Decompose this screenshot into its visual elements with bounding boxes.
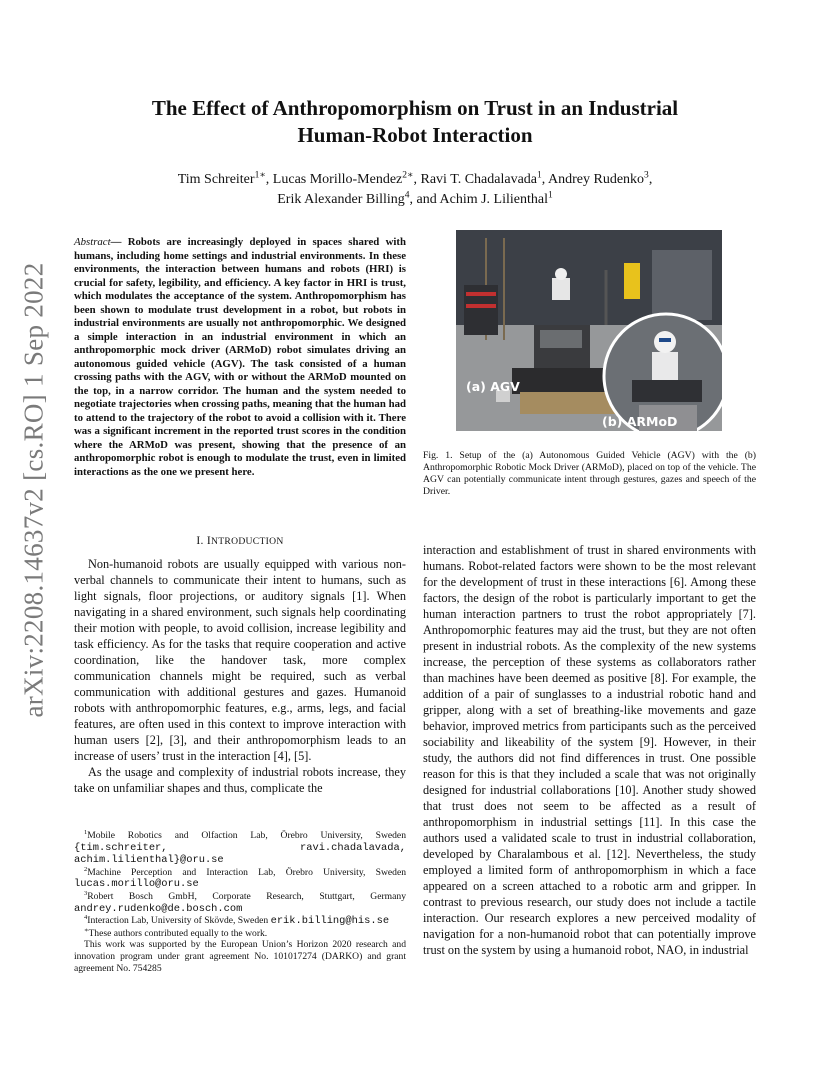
author-name: Lucas Morillo-Mendez	[272, 172, 403, 187]
figure-caption: Fig. 1. Setup of the (a) Autonomous Guided Vehicle (AGV) with the (b) Anthropomorphic Robotic Mock Driver (ARMoD), placed on top of the vehicle. The AGV can potentially communicate intent through gestures, gazes and speech of the Driver.	[423, 450, 756, 497]
author-affiliation: 2∗	[402, 170, 414, 181]
author-name: Ravi T. Chadalavada	[420, 172, 537, 187]
footnote-email: {tim.schreiter, ravi.chadalavada, achim.lilienthal}@oru.se	[74, 841, 406, 867]
paragraph: Non-humanoid robots are usually equipped with various non-verbal channels to communicate their intent to humans, such as light signals, floor projections, or auditory signals [1]. When navigating in a shared environment, such signals help coordinating their motion with people, to avoid collision, increase legibility and task efficiency. As for the tasks that require cooperation and active coordination, like the handover task, more complex communication channels might be required, such as verbal communication with additional gestures and gazes. Humanoid robots with anthropomorphic features, e.g., arms, legs, and facial features, are often used in this context to improve interaction with human users [2], [3], and their anthropomorphism leads to an increase of users’ trust in the interaction [4], [5].	[74, 557, 406, 763]
footnote	[74, 928, 406, 940]
arxiv-identifier: arXiv:2208.14637v2 [cs.RO] 1 Sep 2022	[18, 262, 49, 718]
author-affiliation: 4	[404, 190, 410, 201]
title-line-2: Human-Robot Interaction	[297, 123, 533, 147]
paper-title	[90, 95, 740, 149]
footnote-email: erik.billing@his.se	[270, 915, 390, 928]
footnote-email: lucas.morillo@oru.se	[74, 878, 199, 891]
author-conjunction: and	[416, 192, 437, 207]
left-column-body	[74, 556, 406, 796]
funding-note: This work was supported by the European Union’s Horizon 2020 research and innovation program under grant agreement No. 101017274 (DARKO) and grant agreement No. 754285	[74, 939, 406, 974]
footnote-text: Machine Perception and Interaction Lab, Örebro University, Sweden	[87, 866, 406, 878]
footnote-text: These authors contributed equally to the work.	[88, 927, 268, 939]
footnote-email: andrey.rudenko@de.bosch.com	[74, 902, 243, 915]
abstract-text: — Robots are increasingly deployed in spaces shared with humans, including home settings and industrial environments. In these environments, the interaction between humans and robots (HRI) is crucial for safety, legibility, and efficiency. A key factor in HRI is trust, which modulates the acceptance of the system. Anthropomorphism has been shown to modulate trust development in a robot, but robots in industrial environments are usually not anthropomorphic. We designed a simple interaction in an industrial environment in which an anthropomorphic mock driver (ARMoD) robot simulates driving an autonomous guided vehicle (AGV). The task consisted of a human crossing paths with the AGV, with or without the ARMoD mounted on the top, in a narrow corridor. The human and the system needed to negotiate trajectories when crossing paths, meaning that the human had to attend to the trajectory of the robot to avoid a collision with it. There was a significant increment in the reported trust scores in the condition where the ARMoD was present, showing that the presence of an anthropomorphic robot is enough to modulate the trust, even in limited interactions as the one we present here.	[74, 236, 406, 478]
paragraph: As the usage and complexity of industrial robots increase, they take on unfamiliar shapes and thus, complicate the	[74, 765, 406, 795]
footnote-marker: 4	[84, 913, 88, 921]
author-name: Andrey Rudenko	[548, 172, 645, 187]
author-affiliation: 3	[644, 170, 649, 181]
figure-label-b: (b) ARMoD	[602, 414, 678, 429]
footnote	[74, 867, 406, 891]
abstract	[74, 236, 406, 479]
arxiv-sidebar-stamp	[8, 262, 60, 718]
author-name: Erik Alexander Billing	[277, 192, 405, 207]
author-affiliation: 1	[547, 190, 553, 201]
footnote-marker: 1	[84, 828, 88, 836]
section-title-initial: I	[206, 535, 212, 547]
footnote-marker: 3	[84, 889, 88, 897]
paragraph: interaction and establishment of trust in shared environments with humans. Robot-related factors were shown to be the most relevant for the development of trust in these interactions [6]. Among these factors, the design of the robot is particularly important to get the human interaction partners to trust the robot appropriately [7]. Anthropomorphic features may aid the trust, but they are not often present in industrial robots. As the complexity of the new systems increase, the perception of these systems as collaborators rather than machines have been deemed as positive [8]. For example, the addition of a pair of sunglasses to a industrial robotic hand and gripper, along with a set of breathing-like movements and gaze behavior, improved metrics from participants such as the perceived sociability and likeability of the system [9]. However, in their study, the authors did not find differences in trust. One possible reason for this is that they included a scale that was not originally designed for industrial collaborations [10]. Another study showed that trust does not seem to be affected as a result of anthropomorphism in industrial settings [11]. In this case the authors used a validated scale to trust in industrial collaboration, developed by Charalambous et al. [12]. Nevertheless, the study employed a limited form of anthropomorphism in which a face appeared on a screen attached to a robotic arm and gripper. In contrast to previous research, our study does not include a tactile interaction. Our research explores a new perceived modality of navigation for a non-humanoid robot that can potentially improve trust on the system by using a humanoid robot, NAO, in industrial	[423, 543, 756, 957]
figure-photo	[456, 230, 722, 431]
section-title-rest: NTRODUCTION	[211, 536, 284, 547]
footnote-text: Mobile Robotics and Olfaction Lab, Örebro University, Sweden	[87, 830, 406, 841]
section-number: I.	[196, 535, 204, 547]
author-affiliation: 1	[537, 170, 542, 181]
footnote-marker: ∗	[84, 926, 89, 934]
author-list: Tim Schreiter$^{1∗}$, Lucas Morillo-Mendez$^{2∗}$, Ravi T. Chadalavada$^1$, Andrey Rudenko$^3$, Erik Alexander Billing$^4$, and Achim J. Lilienthal$^1$	[177, 170, 653, 207]
agv-armod-photo	[456, 230, 722, 431]
author-name: Achim J. Lilienthal	[439, 192, 548, 207]
section-heading	[74, 535, 406, 547]
abstract-label: Abstract	[74, 236, 111, 248]
footnotes	[74, 830, 406, 974]
footnote	[74, 915, 406, 928]
footnote	[74, 830, 406, 867]
title-line-1: The Effect of Anthropomorphism on Trust in an Industrial	[151, 96, 679, 120]
footnote-text: Interaction Lab, University of Skövde, Sweden	[87, 915, 271, 927]
author-affiliation: 1∗	[254, 170, 266, 181]
right-column-body	[423, 542, 756, 958]
footnote-text: Robert Bosch GmbH, Corporate Research, Stuttgart, Germany	[87, 890, 406, 902]
footnote-marker: 2	[84, 865, 88, 873]
figure-label-a: (a) AGV	[466, 379, 520, 394]
footnote	[74, 891, 406, 915]
author-name: Tim Schreiter	[177, 172, 255, 187]
